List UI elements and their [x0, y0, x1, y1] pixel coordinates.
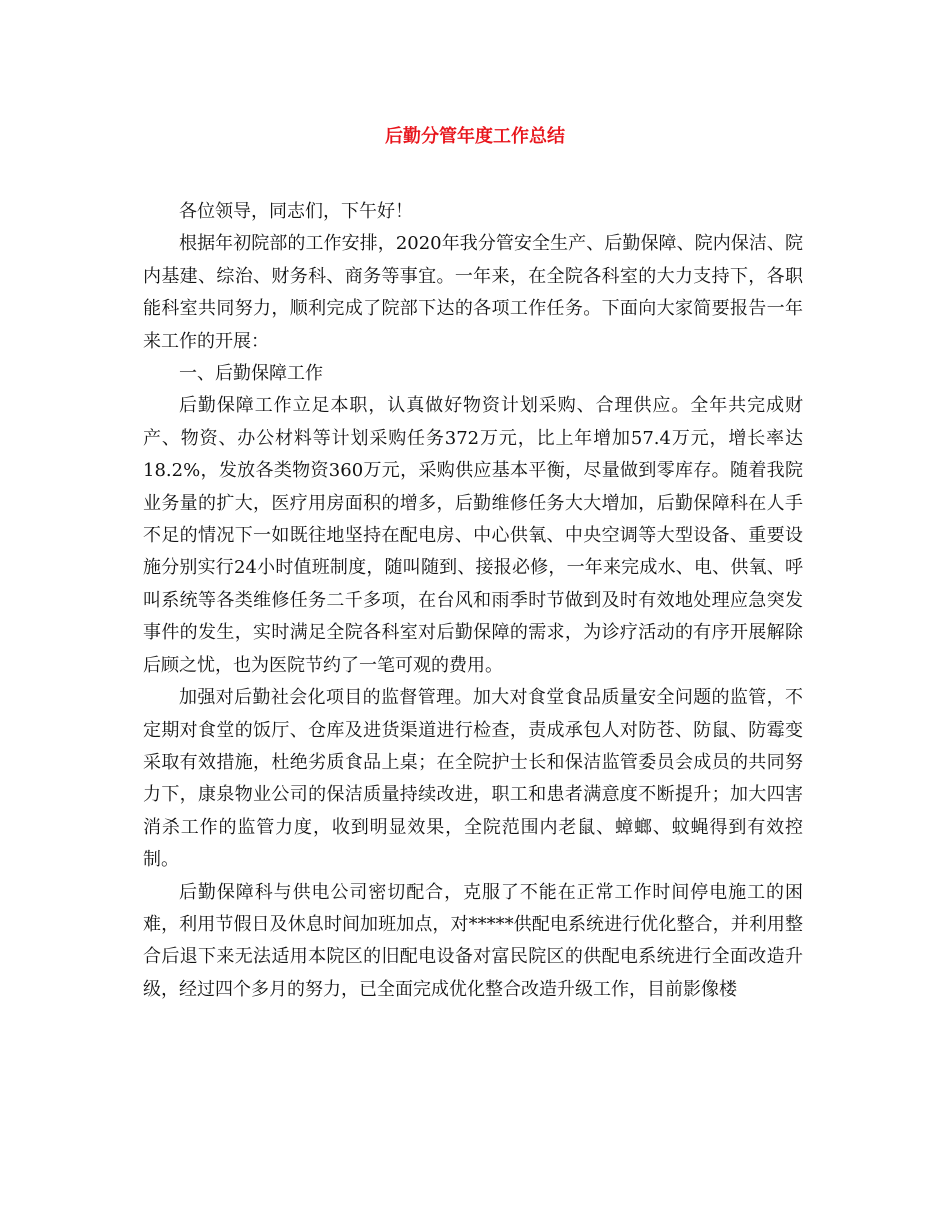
body-paragraph: 后勤保障科与供电公司密切配合，克服了不能在正常工作时间停电施工的困难，利用节假日及休息时间加班加点，对*****供配电系统进行优化整合，并利用整合后退下来无法适用本院区的旧配电设备对富民院区的供配电系统进行全面改造升级，经过四个多月的努力，已全面完成优化整合改造升级工作，目前影像楼	[143, 881, 803, 1000]
body-paragraph: 后勤保障工作立足本职，认真做好物资计划采购、合理供应。全年共完成财产、物资、办公材料等计划采购任务372万元，比上年增加57.4万元，增长率达18.2%，发放各类物资360万元，采购供应基本平衡，尽量做到零库存。随着我院业务量的扩大，医疗用房面积的增多，后勤维修任务大大增加，后勤保障科在人手不足的情况下一如既往地坚持在配电房、中心供氧、中央空调等大型设备、重要设施分别实行24小时值班制度，随叫随到、接报必修，一年来完成水、电、供氧、呼叫系统等各类维修任务二千多项，在台风和雨季时节做到及时有效地处理应急突发事件的发生，实时满足全院各科室对后勤保障的需求，为诊疗活动的有序开展解除后顾之忧，也为医院节约了一笔可观的费用。	[143, 395, 803, 676]
greeting-paragraph: 各位领导，同志们，下午好！	[179, 201, 413, 222]
document-title: 后勤分管年度工作总结	[385, 126, 565, 147]
section-heading: 一、后勤保障工作	[179, 363, 323, 385]
body-paragraph: 加强对后勤社会化项目的监督管理。加大对食堂食品质量安全问题的监管，不定期对食堂的饭厅、仓库及进货渠道进行检查，责成承包人对防苍、防鼠、防霉变采取有效措施，杜绝劣质食品上桌；在全院护士长和保洁监管委员会成员的共同努力下，康泉物业公司的保洁质量持续改进，职工和患者满意度不断提升；加大四害消杀工作的监管力度，收到明显效果，全院范围内老鼠、蟑螂、蚊蝇得到有效控制。	[143, 687, 803, 871]
document-body	[143, 196, 803, 1006]
intro-paragraph: 根据年初院部的工作安排，2020年我分管安全生产、后勤保障、院内保洁、院内基建、综治、财务科、商务等事宜。一年来，在全院各科室的大力支持下，各职能科室共同努力，顺利完成了院部下达的各项工作任务。下面向大家简要报告一年来工作的开展：	[143, 233, 803, 352]
